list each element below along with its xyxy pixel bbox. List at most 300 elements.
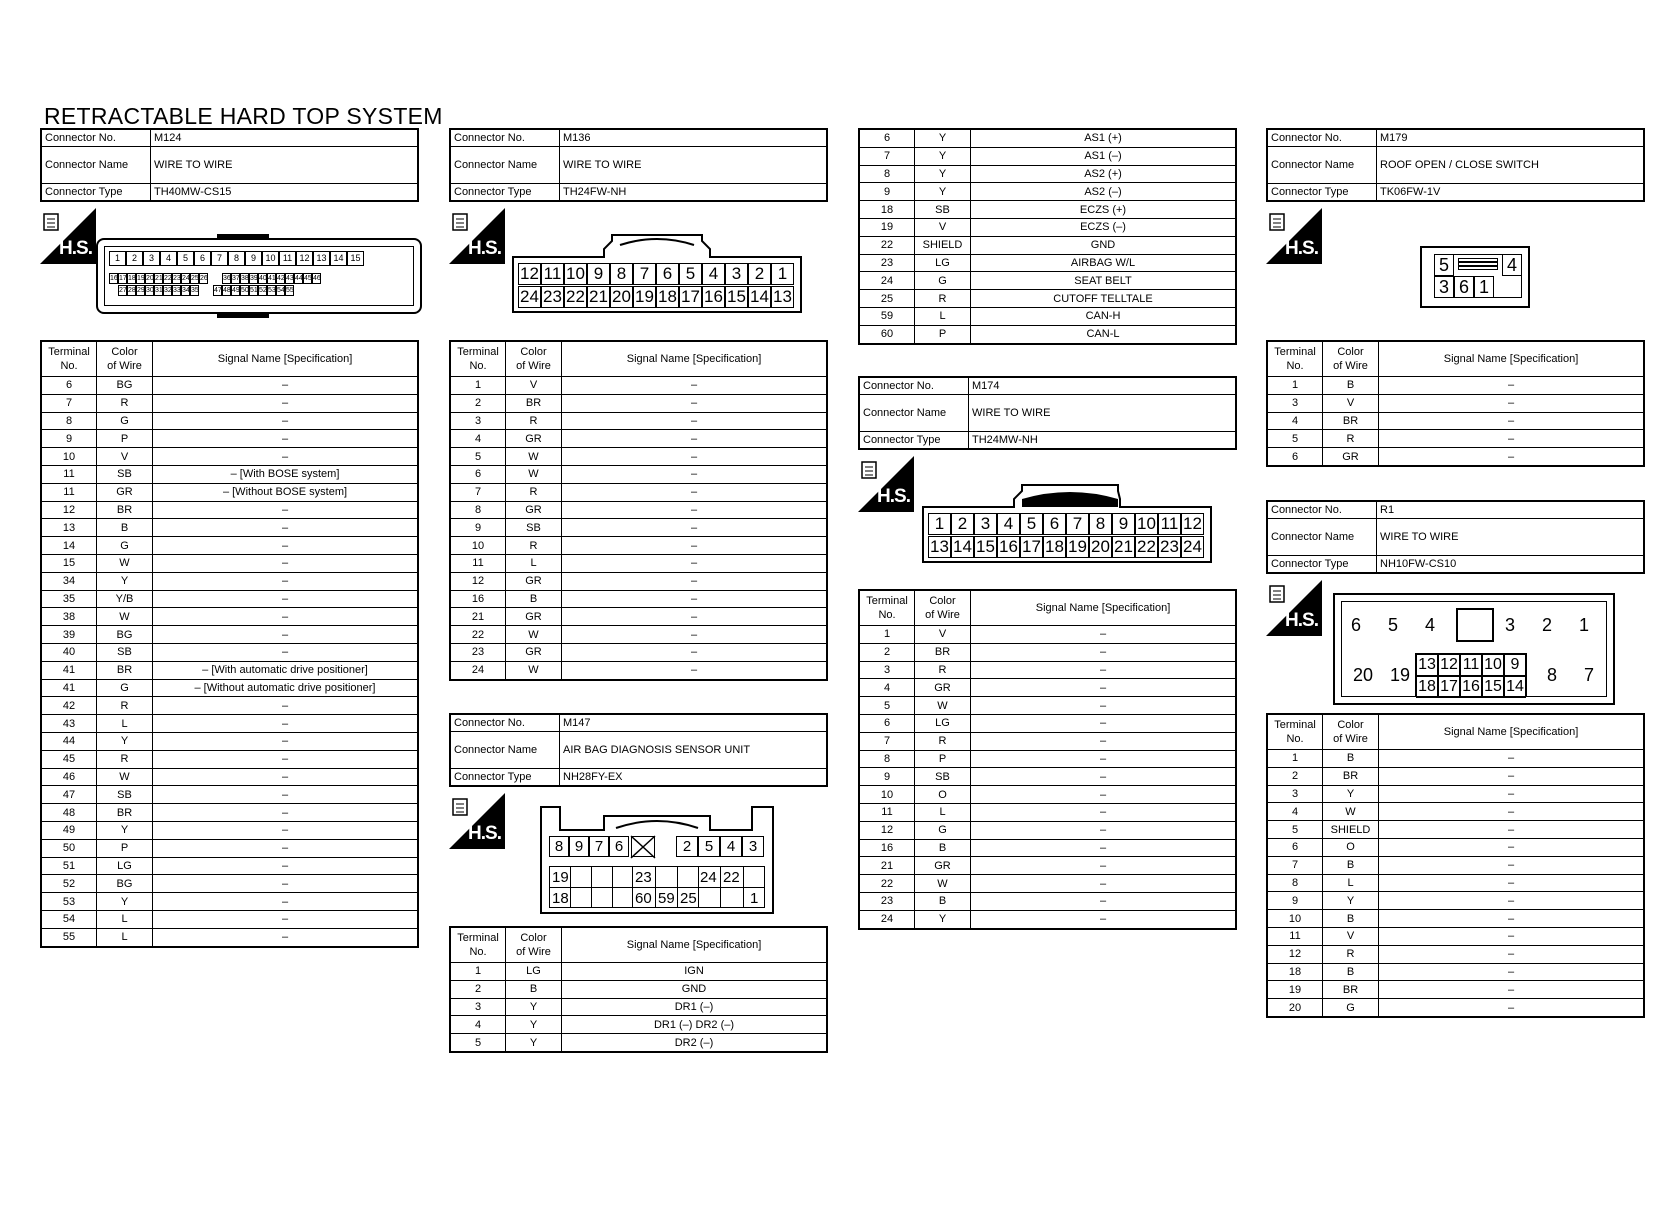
signal-name-cell: – [1379, 448, 1645, 466]
pin-label: 20 [146, 275, 154, 282]
label-connector-no: Connector No. [859, 377, 969, 395]
terminal-no-cell: 21 [450, 608, 506, 626]
terminal-no-cell: 8 [859, 165, 915, 183]
wire-color-cell: B [97, 519, 153, 537]
wire-color-cell: W [506, 448, 562, 466]
connector-m179-info [1266, 128, 1645, 202]
pin-label: 60 [635, 890, 652, 907]
table-row [859, 714, 1236, 732]
pin-label: 25 [680, 890, 697, 907]
wire-color-cell: L [915, 307, 971, 325]
wire-color-cell: BR [97, 501, 153, 519]
terminal-no-cell: 49 [41, 821, 97, 839]
signal-name-cell: – [153, 412, 419, 430]
signal-name-cell: – [1379, 838, 1645, 856]
m136-connector-face [512, 233, 802, 313]
pin-label: 3 [143, 251, 160, 266]
signal-name-cell: – [1379, 927, 1645, 945]
pin-label: 1 [928, 513, 951, 535]
signal-name-cell: – [1379, 945, 1645, 963]
terminal-no-cell: 15 [41, 554, 97, 572]
wire-color-cell: GR [915, 679, 971, 697]
pin-label: 33 [173, 287, 181, 294]
table-row [41, 643, 418, 661]
wire-color-cell: W [506, 626, 562, 644]
pin-label: 9 [1112, 513, 1135, 535]
signal-name-cell: – [971, 697, 1237, 715]
wire-color-cell: G [97, 537, 153, 555]
pin-label: 6 [656, 263, 679, 285]
label-connector-type: Connector Type [41, 184, 151, 202]
wire-color-cell: BR [97, 661, 153, 679]
table-row [41, 715, 418, 733]
table-row [41, 412, 418, 430]
wire-color-cell: SB [97, 643, 153, 661]
terminal-no-cell: 12 [1267, 945, 1323, 963]
signal-name-cell: – [971, 821, 1237, 839]
wire-color-cell: SHIELD [915, 236, 971, 254]
pin-label: 15 [347, 251, 364, 266]
table-row [450, 572, 827, 590]
table-row [41, 893, 418, 911]
table-row [41, 377, 418, 395]
terminal-no-cell: 7 [859, 147, 915, 165]
signal-name-cell: – [153, 626, 419, 644]
signal-name-cell: – [1379, 430, 1645, 448]
label-connector-no: Connector No. [450, 129, 560, 147]
label-connector-no: Connector No. [450, 714, 560, 732]
pin-label: 14 [1504, 676, 1526, 698]
wire-color-cell: SB [97, 465, 153, 483]
wire-color-cell: L [97, 910, 153, 928]
pin-label: 5 [679, 263, 702, 285]
table-row [859, 803, 1236, 821]
signal-name-cell: – [562, 448, 828, 466]
table-row [450, 590, 827, 608]
wire-color-cell: R [97, 394, 153, 412]
harness-side-icon [858, 456, 914, 512]
terminal-no-cell: 47 [41, 786, 97, 804]
signal-name-cell: AS1 (–) [971, 147, 1237, 165]
signal-name-cell: – [562, 501, 828, 519]
signal-name-cell: – [971, 768, 1237, 786]
header-wire-color: Color of Wire [1323, 714, 1379, 750]
table-row [450, 1034, 827, 1052]
signal-name-cell: – [With automatic drive positioner] [153, 661, 419, 679]
table-row [1267, 430, 1644, 448]
table-row [41, 697, 418, 715]
terminal-no-cell: 42 [41, 697, 97, 715]
pin-label: 26 [200, 275, 208, 282]
table-row [41, 572, 418, 590]
terminal-no-cell: 11 [41, 483, 97, 501]
table-row [41, 554, 418, 572]
terminal-no-cell: 5 [450, 448, 506, 466]
pin-label: 1 [109, 251, 126, 266]
wire-color-cell: P [97, 430, 153, 448]
terminal-no-cell: 44 [41, 732, 97, 750]
wire-color-cell: R [1323, 430, 1379, 448]
pin-label: 15 [1482, 676, 1504, 698]
signal-name-cell: – [153, 750, 419, 768]
terminal-no-cell: 4 [859, 679, 915, 697]
table-row [859, 910, 1236, 928]
pin-label: 17 [679, 286, 702, 308]
table-row [859, 750, 1236, 768]
pin-label: 8 [1547, 665, 1558, 685]
pin-label: 28 [128, 287, 136, 294]
pin-label: 24 [1181, 536, 1204, 558]
table-row [450, 465, 827, 483]
table-row [41, 750, 418, 768]
terminal-no-cell: 55 [41, 928, 97, 946]
m179-connector-name: ROOF OPEN / CLOSE SWITCH [1377, 147, 1645, 184]
terminal-no-cell: 11 [859, 803, 915, 821]
table-row [41, 732, 418, 750]
terminal-no-cell: 39 [41, 626, 97, 644]
terminal-no-cell: 34 [41, 572, 97, 590]
table-row [450, 501, 827, 519]
header-signal-name: Signal Name [Specification] [562, 927, 828, 963]
wire-color-cell: Y [506, 1016, 562, 1034]
table-row [859, 786, 1236, 804]
wire-color-cell: LG [97, 857, 153, 875]
table-row [1267, 999, 1644, 1017]
pin-label: 4 [1425, 615, 1436, 635]
signal-name-cell: – [562, 661, 828, 679]
terminal-no-cell: 8 [450, 501, 506, 519]
table-row [41, 661, 418, 679]
wire-color-cell: W [915, 875, 971, 893]
pin-label: 54 [277, 287, 285, 294]
terminal-no-cell: 2 [1267, 767, 1323, 785]
terminal-no-cell: 12 [859, 821, 915, 839]
pin-label: 2 [951, 513, 974, 535]
header-wire-color: Color of Wire [506, 341, 562, 377]
terminal-no-cell: 9 [859, 768, 915, 786]
pin-label: 9 [569, 836, 589, 857]
wire-color-cell: GR [97, 483, 153, 501]
terminal-no-cell: 5 [450, 1034, 506, 1052]
wire-color-cell: GR [506, 501, 562, 519]
wire-color-cell: Y [97, 893, 153, 911]
wire-color-cell: SHIELD [1323, 821, 1379, 839]
wire-color-cell: G [915, 821, 971, 839]
table-row [41, 857, 418, 875]
pin-label: 21 [155, 275, 163, 282]
pin-label: 19 [552, 869, 569, 886]
table-row [859, 768, 1236, 786]
pin-label: 8 [1089, 513, 1112, 535]
m179-connector-type: TK06FW-1V [1377, 184, 1645, 202]
signal-name-cell: – [153, 519, 419, 537]
label-connector-type: Connector Type [1267, 556, 1377, 574]
table-header [450, 341, 827, 377]
m136-terminal-table [449, 340, 828, 681]
terminal-no-cell: 22 [859, 875, 915, 893]
signal-name-cell: ECZS (–) [971, 218, 1237, 236]
hs-label: H.S. [468, 238, 501, 259]
m124-connector-name: WIRE TO WIRE [151, 147, 419, 184]
signal-name-cell: – [562, 465, 828, 483]
pin-label: 5 [177, 251, 194, 266]
table-row [41, 590, 418, 608]
signal-name-cell: CAN-H [971, 307, 1237, 325]
wire-color-cell: LG [506, 963, 562, 981]
pin-label: 1 [1579, 615, 1590, 635]
wire-color-cell: L [97, 928, 153, 946]
pin-label: 11 [279, 251, 296, 266]
terminal-no-cell: 22 [859, 236, 915, 254]
signal-name-cell: – [153, 590, 419, 608]
pin-label: 4 [997, 513, 1020, 535]
signal-name-cell: – [562, 519, 828, 537]
pin-label: 3 [742, 836, 764, 857]
wire-color-cell: W [97, 768, 153, 786]
pin-label: 11 [1460, 654, 1482, 676]
signal-name-cell: – [153, 928, 419, 946]
pin-label: 18 [1416, 676, 1438, 698]
header-signal-name: Signal Name [Specification] [971, 590, 1237, 626]
header-wire-color: Color of Wire [915, 590, 971, 626]
table-row [1267, 448, 1644, 466]
signal-name-cell: – [153, 537, 419, 555]
terminal-no-cell: 46 [41, 768, 97, 786]
terminal-no-cell: 7 [859, 732, 915, 750]
signal-name-cell: AS2 (+) [971, 165, 1237, 183]
signal-name-cell: – [1379, 856, 1645, 874]
wire-color-cell: SB [506, 519, 562, 537]
wire-color-cell: GR [506, 430, 562, 448]
signal-name-cell: – [153, 768, 419, 786]
table-row [450, 519, 827, 537]
wire-color-cell: SB [915, 768, 971, 786]
wire-color-cell: R [97, 750, 153, 768]
m147-connector-name: AIR BAG DIAGNOSIS SENSOR UNIT [560, 732, 828, 769]
header-wire-color: Color of Wire [97, 341, 153, 377]
table-row [859, 821, 1236, 839]
table-row [859, 307, 1236, 325]
m136-connector-no: M136 [560, 129, 828, 147]
signal-name-cell: – [562, 412, 828, 430]
signal-name-cell: – [153, 910, 419, 928]
m124-terminal-table [40, 340, 419, 948]
terminal-no-cell: 12 [450, 572, 506, 590]
pin-label: 40 [259, 275, 267, 282]
terminal-no-cell: 45 [41, 750, 97, 768]
pin-label: 20 [1089, 536, 1112, 558]
pin-label: 14 [330, 251, 347, 266]
connector-m174-info [858, 376, 1237, 450]
header-wire-color: Color of Wire [1323, 341, 1379, 377]
terminal-no-cell: 9 [859, 183, 915, 201]
terminal-no-cell: 7 [1267, 856, 1323, 874]
wire-color-cell: V [1323, 927, 1379, 945]
wire-color-cell: Y [915, 165, 971, 183]
terminal-no-cell: 6 [859, 129, 915, 147]
pin-label: 16 [1460, 676, 1482, 698]
signal-name-cell: – [153, 804, 419, 822]
pin-label: 8 [549, 836, 569, 857]
terminal-no-cell: 4 [450, 430, 506, 448]
signal-name-cell: – [971, 857, 1237, 875]
wire-color-cell: SB [915, 201, 971, 219]
pin-label: 3 [1505, 615, 1516, 635]
signal-name-cell: – [1379, 981, 1645, 999]
wire-color-cell: G [1323, 999, 1379, 1017]
terminal-no-cell: 41 [41, 679, 97, 697]
pin-label: 10 [1482, 654, 1504, 676]
wire-color-cell: SB [97, 786, 153, 804]
table-row [41, 626, 418, 644]
pin-label: 2 [748, 263, 771, 285]
pin-label: 5 [1388, 615, 1399, 635]
wire-color-cell: O [915, 786, 971, 804]
pin-label: 42 [277, 275, 285, 282]
header-terminal-no: Terminal No. [859, 590, 915, 626]
terminal-no-cell: 9 [450, 519, 506, 537]
signal-name-cell: – [971, 839, 1237, 857]
wire-color-cell: R [915, 661, 971, 679]
signal-name-cell: – [153, 643, 419, 661]
pin-label: 16 [110, 275, 118, 282]
table-header [1267, 341, 1644, 377]
signal-name-cell: AS2 (–) [971, 183, 1237, 201]
signal-name-cell: – [971, 750, 1237, 768]
terminal-no-cell: 22 [450, 626, 506, 644]
terminal-no-cell: 8 [41, 412, 97, 430]
wire-color-cell: BR [1323, 767, 1379, 785]
table-row [1267, 910, 1644, 928]
wire-color-cell: R [915, 732, 971, 750]
table-row [450, 483, 827, 501]
pin-label: 17 [119, 275, 127, 282]
wire-color-cell: GR [506, 572, 562, 590]
terminal-no-cell: 7 [450, 483, 506, 501]
table-row [859, 325, 1236, 343]
signal-name-cell: – [With BOSE system] [153, 465, 419, 483]
wire-color-cell: W [506, 661, 562, 679]
signal-name-cell: – [153, 394, 419, 412]
wire-color-cell: BR [915, 643, 971, 661]
pin-label: 2 [676, 836, 698, 857]
wire-color-cell: GR [1323, 448, 1379, 466]
m147-terminal-table-continued [858, 128, 1237, 345]
terminal-no-cell: 20 [1267, 999, 1323, 1017]
pin-label: 52 [259, 287, 267, 294]
pin-label: 13 [313, 251, 330, 266]
table-row [1267, 412, 1644, 430]
wire-color-cell: W [97, 554, 153, 572]
signal-name-cell: – [971, 679, 1237, 697]
pin-label: 16 [702, 286, 725, 308]
wire-color-cell: W [97, 608, 153, 626]
wire-color-cell: B [1323, 963, 1379, 981]
pin-label: 4 [160, 251, 177, 266]
signal-name-cell: ECZS (+) [971, 201, 1237, 219]
terminal-no-cell: 5 [859, 697, 915, 715]
r1-terminal-table [1266, 713, 1645, 1018]
signal-name-cell: – [971, 875, 1237, 893]
signal-name-cell: – [1379, 999, 1645, 1017]
m136-connector-type: TH24FW-NH [560, 184, 828, 202]
label-connector-type: Connector Type [450, 769, 560, 787]
wire-color-cell: BR [97, 804, 153, 822]
wire-color-cell: R [915, 290, 971, 308]
terminal-no-cell: 3 [1267, 785, 1323, 803]
table-row [41, 928, 418, 946]
table-row [41, 786, 418, 804]
label-connector-no: Connector No. [41, 129, 151, 147]
table-row [1267, 945, 1644, 963]
signal-name-cell: – [153, 554, 419, 572]
pin-label: 7 [633, 263, 656, 285]
terminal-no-cell: 6 [41, 377, 97, 395]
m174-terminal-table [858, 589, 1237, 930]
table-row [859, 679, 1236, 697]
hs-label: H.S. [59, 238, 92, 259]
table-row [41, 430, 418, 448]
terminal-no-cell: 3 [859, 661, 915, 679]
pin-label: 24 [182, 275, 190, 282]
signal-name-cell: – [1379, 874, 1645, 892]
header-terminal-no: Terminal No. [41, 341, 97, 377]
table-row [859, 201, 1236, 219]
pin-label: 18 [656, 286, 679, 308]
pin-label: 5 [1020, 513, 1043, 535]
m174-connector-face [922, 483, 1212, 563]
table-row [450, 448, 827, 466]
label-connector-name: Connector Name [1267, 147, 1377, 184]
pin-label: 22 [1135, 536, 1158, 558]
signal-name-cell: – [153, 430, 419, 448]
terminal-no-cell: 6 [1267, 838, 1323, 856]
pin-label: 1 [1474, 276, 1494, 298]
pin-label: 4 [702, 263, 725, 285]
table-row [450, 980, 827, 998]
m179-connector-no: M179 [1377, 129, 1645, 147]
pin-label: 23 [1158, 536, 1181, 558]
terminal-no-cell: 8 [859, 750, 915, 768]
header-terminal-no: Terminal No. [450, 927, 506, 963]
terminal-no-cell: 24 [450, 661, 506, 679]
pin-label: 6 [194, 251, 211, 266]
table-row [859, 732, 1236, 750]
signal-name-cell: – [153, 608, 419, 626]
pin-label: 12 [518, 263, 541, 285]
wire-color-cell: BG [97, 377, 153, 395]
terminal-no-cell: 43 [41, 715, 97, 733]
pin-label: 16 [997, 536, 1020, 558]
m147-terminal-table [449, 926, 828, 1053]
terminal-no-cell: 1 [1267, 377, 1323, 395]
pin-label: 8 [610, 263, 633, 285]
pin-label: 19 [633, 286, 656, 308]
signal-name-cell: SEAT BELT [971, 272, 1237, 290]
table-row [41, 537, 418, 555]
pin-label: 23 [635, 869, 652, 886]
signal-name-cell: – [562, 377, 828, 395]
pin-label: 10 [262, 251, 279, 266]
pin-label: 9 [245, 251, 262, 266]
pin-label: 24 [518, 286, 541, 308]
table-row [859, 839, 1236, 857]
terminal-no-cell: 16 [450, 590, 506, 608]
terminal-no-cell: 25 [859, 290, 915, 308]
wire-color-cell: Y [915, 147, 971, 165]
pin-label: 6 [1351, 615, 1362, 635]
wire-color-cell: Y [1323, 892, 1379, 910]
